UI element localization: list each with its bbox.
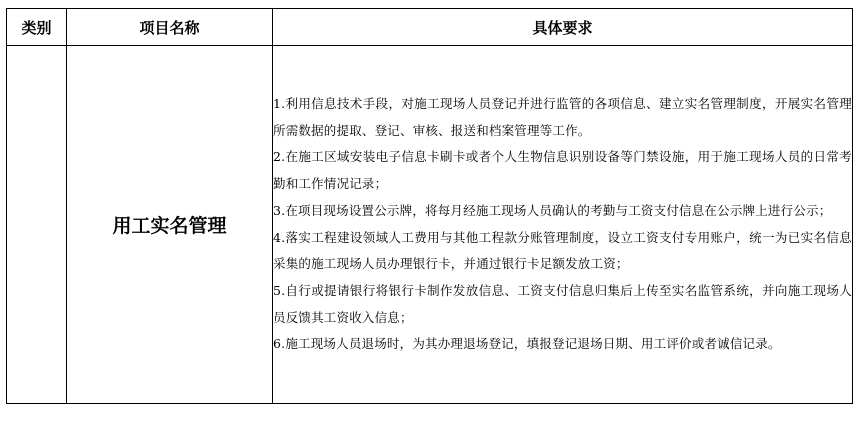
requirement-item: 5.自行或提请银行将银行卡制作发放信息、工资支付信息归集后上传至实名监管系统，并向施工现场人员反馈其工资收入信息； (273, 282, 852, 325)
category-cell (7, 46, 67, 404)
project-name-cell: 用工实名管理 (67, 46, 273, 404)
requirements-cell (273, 46, 853, 404)
requirement-item: 4.落实工程建设领域人工费用与其他工程款分账管理制度，设立工资支付专用账户，统一为已实名信息采集的施工现场人员办理银行卡，并通过银行卡足额发放工资； (273, 229, 852, 272)
table-row (7, 46, 853, 404)
header-row (7, 9, 853, 46)
requirement-item: 3.在项目现场设置公示牌，将每月经施工现场人员确认的考勤与工资支付信息在公示牌上进行公示； (273, 202, 832, 218)
requirement-item: 2.在施工区域安装电子信息卡刷卡或者个人生物信息识别设备等门禁设施，用于施工现场人员的日常考勤和工作情况记录； (273, 149, 852, 192)
header-project-name: 项目名称 (67, 9, 273, 46)
requirement-item: 1.利用信息技术手段，对施工现场人员登记并进行监管的各项信息、建立实名管理制度，开展实名管理所需数据的提取、登记、审核、报送和档案管理等工作。 (273, 95, 852, 138)
requirement-item: 6.施工现场人员退场时，为其办理退场登记，填报登记退场日期、用工评价或者诚信记录。 (273, 336, 781, 352)
header-requirements: 具体要求 (273, 9, 853, 46)
header-category: 类别 (7, 9, 67, 46)
requirements-table (6, 8, 853, 404)
